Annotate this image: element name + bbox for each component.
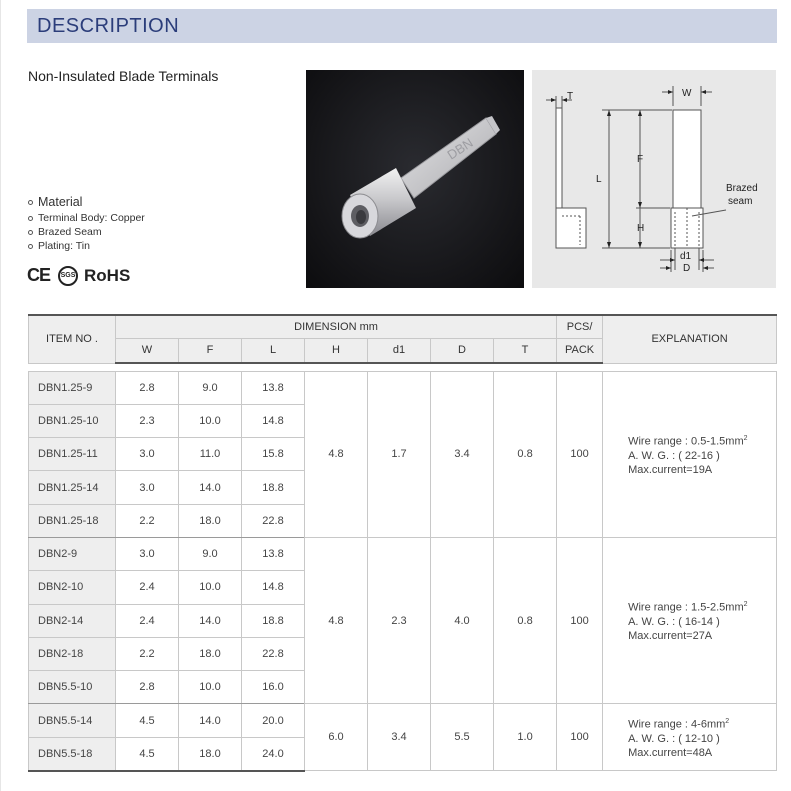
- cell-w: 2.4: [116, 604, 179, 637]
- cell-l: 15.8: [242, 438, 305, 471]
- cell-d: 3.4: [431, 371, 494, 537]
- cell-f: 10.0: [179, 671, 242, 704]
- cell-f: 14.0: [179, 604, 242, 637]
- wire-range: Wire range : $1.5-2.5mm^2$: [628, 601, 748, 615]
- cell-f: 14.0: [179, 471, 242, 504]
- header-pack: PACK: [557, 338, 603, 363]
- ce-mark-icon: CE: [27, 265, 51, 285]
- cell-w: 2.8: [116, 371, 179, 404]
- spec-list: [28, 195, 145, 254]
- sgs-logo-icon: SGS: [58, 266, 78, 286]
- cell-w: 4.5: [116, 737, 179, 770]
- product-title: Non-Insulated Blade Terminals: [28, 68, 219, 84]
- dim-t-label: T: [567, 91, 574, 102]
- cell-item: DBN1.25-11: [29, 438, 116, 471]
- wire-range: Wire range : $4-6mm^2$: [628, 717, 730, 731]
- max-current: Max.current=19A: [628, 463, 713, 476]
- cell-f: 18.0: [179, 737, 242, 770]
- cell-item: DBN1.25-14: [29, 471, 116, 504]
- spec-body: [28, 212, 145, 224]
- dim-w-label: W: [682, 88, 692, 99]
- cell-w: 2.2: [116, 637, 179, 670]
- cell-item: DBN2-10: [29, 571, 116, 604]
- cell-pcs: 100: [557, 537, 603, 703]
- max-current: Max.current=48A: [628, 746, 713, 759]
- cell-t: 1.0: [494, 704, 557, 771]
- left-border: [0, 0, 1, 791]
- cell-pcs: 100: [557, 704, 603, 771]
- cell-f: 14.0: [179, 704, 242, 737]
- spec-seam: [28, 226, 145, 238]
- cell-l: 24.0: [242, 737, 305, 770]
- dim-d1-label: d1: [680, 251, 692, 262]
- cell-l: 22.8: [242, 637, 305, 670]
- cell-d: 4.0: [431, 537, 494, 703]
- cell-pcs: 100: [557, 371, 603, 537]
- bullet-icon: [28, 200, 33, 205]
- awg: A. W. G. : ( 12-10 ): [628, 732, 720, 745]
- cell-d1: 1.7: [368, 371, 431, 537]
- cell-h: 4.8: [305, 371, 368, 537]
- cell-explanation: [603, 371, 777, 537]
- cell-w: 2.3: [116, 404, 179, 437]
- dim-f-label: F: [637, 154, 644, 165]
- cell-f: 18.0: [179, 504, 242, 537]
- dim-d-label: D: [683, 263, 691, 274]
- header-dimension: DIMENSION mm: [116, 315, 557, 338]
- certification-logos: [27, 265, 130, 286]
- cell-item: DBN5.5-14: [29, 704, 116, 737]
- cell-item: DBN1.25-18: [29, 504, 116, 537]
- cell-w: 3.0: [116, 438, 179, 471]
- cell-f: 9.0: [179, 371, 242, 404]
- header-f: F: [179, 338, 242, 363]
- cell-l: 22.8: [242, 504, 305, 537]
- dim-h-label: H: [637, 223, 645, 234]
- dim-l-label: L: [596, 174, 602, 185]
- header-explanation: EXPLANATION: [603, 315, 777, 363]
- header-item-no: ITEM NO .: [29, 315, 116, 363]
- cell-item: DBN2-9: [29, 537, 116, 570]
- cell-explanation: [603, 537, 777, 703]
- cell-t: 0.8: [494, 537, 557, 703]
- header-pcs: PCS/: [557, 315, 603, 338]
- cell-w: 3.0: [116, 471, 179, 504]
- spec-plating: [28, 240, 145, 252]
- cell-l: 18.8: [242, 471, 305, 504]
- cell-f: 18.0: [179, 637, 242, 670]
- cell-w: 4.5: [116, 704, 179, 737]
- cell-w: 2.4: [116, 571, 179, 604]
- spec-body-label: Terminal Body: Copper: [38, 212, 145, 224]
- cell-f: 11.0: [179, 438, 242, 471]
- cell-h: 6.0: [305, 704, 368, 771]
- cell-item: DBN5.5-10: [29, 671, 116, 704]
- max-current: Max.current=27A: [628, 630, 713, 643]
- spec-table: [28, 314, 777, 772]
- cell-w: 2.2: [116, 504, 179, 537]
- cell-item: DBN1.25-10: [29, 404, 116, 437]
- cell-item: DBN1.25-9: [29, 371, 116, 404]
- bullet-icon: [28, 230, 33, 235]
- spec-seam-label: Brazed Seam: [38, 226, 102, 238]
- spec-material-label: Material: [38, 195, 83, 209]
- awg: A. W. G. : ( 22-16 ): [628, 449, 720, 462]
- cell-d1: 2.3: [368, 537, 431, 703]
- header-l: L: [242, 338, 305, 363]
- cell-l: 13.8: [242, 537, 305, 570]
- dimension-drawing: [532, 70, 776, 288]
- technical-drawing: [532, 70, 776, 288]
- terminal-photo-illustration: [306, 70, 524, 288]
- cell-l: 14.8: [242, 571, 305, 604]
- spec-material: [28, 195, 145, 209]
- cell-l: 13.8: [242, 371, 305, 404]
- header-w: W: [116, 338, 179, 363]
- cell-f: 9.0: [179, 537, 242, 570]
- cell-w: 3.0: [116, 537, 179, 570]
- cell-item: DBN2-18: [29, 637, 116, 670]
- awg: A. W. G. : ( 16-14 ): [628, 616, 720, 629]
- product-photo: [306, 70, 524, 288]
- cell-item: DBN2-14: [29, 604, 116, 637]
- header-d1: d1: [368, 338, 431, 363]
- section-title: DESCRIPTION: [37, 15, 180, 37]
- header-d: D: [431, 338, 494, 363]
- section-header: [27, 9, 777, 43]
- cell-f: 10.0: [179, 571, 242, 604]
- cell-d1: 3.4: [368, 704, 431, 771]
- cell-t: 0.8: [494, 371, 557, 537]
- header-t: T: [494, 338, 557, 363]
- brazed-label: Brazed: [726, 183, 758, 194]
- bullet-icon: [28, 216, 33, 221]
- spec-plating-label: Plating: Tin: [38, 240, 90, 252]
- cell-h: 4.8: [305, 537, 368, 703]
- cell-f: 10.0: [179, 404, 242, 437]
- cell-l: 18.8: [242, 604, 305, 637]
- cell-d: 5.5: [431, 704, 494, 771]
- bullet-icon: [28, 244, 33, 249]
- cell-item: DBN5.5-18: [29, 737, 116, 770]
- header-h: H: [305, 338, 368, 363]
- rohs-logo: RoHS: [84, 265, 131, 285]
- cell-l: 20.0: [242, 704, 305, 737]
- photo-marking: DBN: [444, 134, 476, 163]
- cell-explanation: [603, 704, 777, 771]
- cell-l: 14.8: [242, 404, 305, 437]
- cell-w: 2.8: [116, 671, 179, 704]
- cell-l: 16.0: [242, 671, 305, 704]
- wire-range: Wire range : $0.5-1.5mm^2$: [628, 434, 748, 448]
- seam-label: seam: [728, 196, 753, 207]
